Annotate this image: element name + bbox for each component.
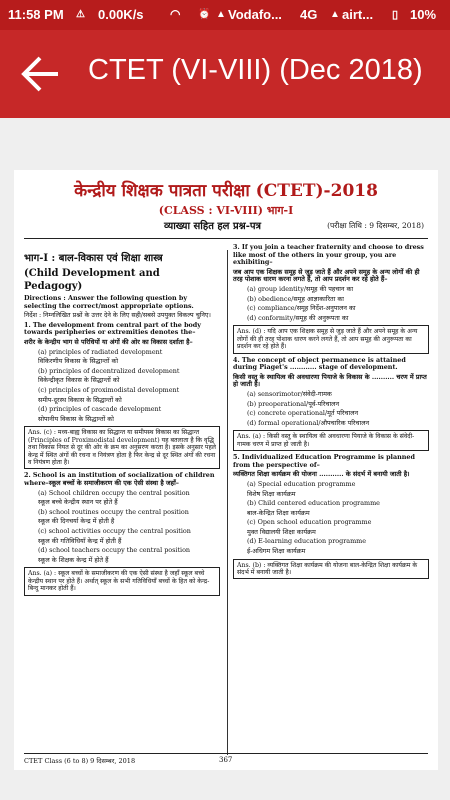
- signal-icon-2: ▲: [330, 9, 340, 20]
- arrow-left-icon: [18, 52, 62, 96]
- app-toolbar: [0, 30, 450, 118]
- q4-option: (d) formal operational/औपचारिक परिचालन: [247, 418, 370, 427]
- q5-option: (b) Child centered education programme: [247, 499, 380, 508]
- answer-3: Ans. (d) : यदि आप एक शिक्षक समूह से जुड़ जाते हैं और अपने समूह के अन्य लोगों की ही तरह पोशाक धारण करने लगते हैं, तो आप समूह की अनुरूपता का प्रदर्शन कर रहे होते हैं।: [233, 325, 429, 353]
- pdf-page[interactable]: [14, 170, 438, 770]
- q1-option: (a) principles of radiated development: [38, 347, 163, 356]
- q1-option: (c) principles of proximodistal development: [38, 385, 180, 394]
- header-rule: [24, 238, 428, 239]
- q1-option: विकेन्द्रीकृत विकास के सिद्धान्तों को: [38, 376, 120, 385]
- question-1: 1. The development from central part of the body towards peripheries or extremities denotes the–: [24, 320, 201, 337]
- status-speed: 0.00K/s: [98, 7, 144, 22]
- q4-option: (b) preoperational/पूर्व-परिचालन: [247, 399, 340, 408]
- question-3: 3. If you join a teacher fraternity and choose to dress like most of the others in your group, you are exhibiting–: [233, 243, 424, 267]
- section-heading-en: (Child Development and Pedagogy): [24, 268, 160, 292]
- q2-option: स्कूल के शिक्षक केन्द्र में होते हैं: [38, 555, 109, 564]
- directions: Directions : Answer the following question by selecting the correct/most appropriate options.: [24, 294, 194, 310]
- footer-left: CTET Class (6 to 8) 9 दिसम्बर, 2018: [24, 757, 136, 765]
- question-2: 2. School is an institution of socialization of children where–स्कूल बच्चों के समाजीकरण की एक ऐसी संस्था है जहाँ–: [24, 471, 215, 487]
- q2-option: (c) school activities occupy the central position: [38, 526, 191, 535]
- question-4-hindi: किसी वस्तु के स्थायित्व की अवधारणा पियाजे के विकास के .......... चरण में प्राप्त हो जाती है।: [233, 372, 427, 389]
- question-1-hindi: शरीर के केन्द्रीय भाग से परिधियों या अंगों की ओर का विकास दर्शाता है–: [24, 337, 193, 346]
- status-carrier-2: airt...: [342, 7, 374, 22]
- footer-rule: [24, 753, 428, 754]
- q3-option: (b) obedience/समूह आज्ञाकारिता का: [247, 294, 344, 303]
- q5-option: (d) E-learning education programme: [247, 537, 366, 546]
- page-number: 367: [219, 756, 233, 764]
- document-title: केन्द्रीय शिक्षक पात्रता परीक्षा (CTET)-2018: [74, 181, 378, 201]
- status-bar: [0, 0, 450, 30]
- signal-icon: ▲: [216, 9, 226, 20]
- q1-option: (d) principles of cascade development: [38, 405, 162, 414]
- status-time: 11:58 PM: [8, 7, 64, 22]
- q3-option: (c) compliance/समूह निर्देश-अनुपालन का: [247, 304, 356, 313]
- q2-option: (b) school routines occupy the central position: [38, 507, 189, 516]
- question-5-hindi: व्यक्तिगत शिक्षा कार्यक्रम की योजना ........... के संदर्भ में बनायी जाती है।: [233, 470, 410, 479]
- status-network: 4G: [300, 7, 318, 22]
- right-column: [233, 244, 429, 582]
- q1-option: सोपानीय विकास के सिद्धान्तों को: [38, 414, 114, 423]
- battery-icon: ▯: [392, 9, 399, 21]
- q5-option: (a) Special education programme: [247, 479, 356, 488]
- exam-date: (परीक्षा तिथि : 9 दिसम्बर, 2018): [327, 221, 424, 230]
- back-button[interactable]: [18, 52, 62, 96]
- section-heading: भाग-I : बाल-विकास एवं शिक्षा शास्त्र: [24, 253, 163, 264]
- q4-option: (a) sensorimotor/संवेदी-गामक: [247, 389, 332, 398]
- q5-option: बाल-केन्द्रित शिक्षा कार्यक्रम: [247, 508, 310, 517]
- q2-option: स्कूल की गतिविधियाँ केन्द्र में होती हैं: [38, 536, 122, 545]
- q1-option: विकिरणीय विकास के सिद्धान्तों को: [38, 357, 119, 366]
- left-column: [24, 252, 220, 599]
- q1-option: (b) principles of decentralized development: [38, 366, 180, 375]
- q1-option: समीप-दूरस्थ विकास के सिद्धान्तों को: [38, 395, 122, 404]
- q5-option: मुक्त विद्यालयी शिक्षा कार्यक्रम: [247, 527, 316, 536]
- directions-hindi: निर्देश : निम्नलिखित प्रश्नों के उत्तर देने के लिए सही/सबसे उपयुक्त विकल्प चुनिए।: [24, 311, 211, 320]
- q4-option: (c) concrete operational/मूर्त परिचालन: [247, 409, 359, 418]
- q5-option: ई-अधिगम शिक्षा कार्यक्रम: [247, 547, 306, 556]
- answer-5: Ans. (b) : व्यक्तिगत शिक्षा कार्यक्रम की योजना बाल-केन्द्रित शिक्षा कार्यक्रम के संदर्भ में बनायी जाती है।: [233, 559, 429, 580]
- notification-icon: ⚠: [76, 9, 85, 20]
- q2-option: (a) School children occupy the central position: [38, 488, 190, 497]
- answer-2: Ans. (a) : स्कूल बच्चों के समाजीकरण की एक ऐसी संस्था है जहाँ स्कूल बच्चे केन्द्रीय स्थान पर होते हैं। अर्थात् स्कूल के सभी गतिविधियाँ बच्चों के हित को केन्द्र-बिन्दु मानकर होती हैं।: [24, 567, 220, 595]
- alarm-icon: ⏰: [198, 9, 211, 20]
- question-3-hindi: जब आप एक शिक्षक समूह से जुड़ जाते हैं और अपने समूह के अन्य लोगों की ही तरह पोशाक धारण करना लगते हैं, तो आप प्रदर्शन कर रहे होते हैं–: [233, 267, 420, 284]
- answer-1: Ans. (c) : मध्य-बाह्य विकास का सिद्धान्त या समीपस्थ विकास का सिद्धान्त (Principles of Proximodistal development) यह बतलाता है कि वृद्धि तथा विकास नियत से दूर की ओर के क्रम का अनुसरण करता है। इसके अनुसार पहले केन्द्र में स्थित अंगों की रचना व नियंत्रण होता है फिर केन्द्र से दूर स्थित अंगों की रचना व नियंत्रण होता है।: [24, 426, 220, 469]
- status-carrier-1: Vodafo...: [228, 7, 282, 22]
- wifi-icon: ◠: [170, 7, 181, 21]
- pdf-viewer[interactable]: [0, 118, 450, 800]
- q5-option: विशेष शिक्षा कार्यक्रम: [247, 489, 296, 498]
- question-4: 4. The concept of object permanence is attained during Piaget's ............ stage of development.: [233, 355, 406, 372]
- status-battery: 10%: [410, 7, 437, 22]
- q3-option: (a) group identity/समूह की पहचान का: [247, 284, 354, 293]
- class-line: (CLASS : VI-VIII) भाग-I: [158, 204, 294, 217]
- document-subtitle: व्याख्या सहित हल प्रश्न-पत्र: [164, 221, 262, 232]
- column-divider: [227, 250, 228, 755]
- q2-option: स्कूल बच्चे केन्द्रीय स्थान पर होते हैं: [38, 498, 118, 507]
- q2-option: (d) school teachers occupy the central position: [38, 546, 191, 555]
- answer-4: Ans. (a) : किसी वस्तु के स्थायित्व की अवधारणा पियाजे के विकास के संवेदी-गामक चरण में प्राप्त हो जाती है।: [233, 430, 429, 451]
- page-title: CTET (VI-VIII) (Dec 2018): [88, 54, 423, 86]
- q3-option: (d) conformity/समूह की अनुरूपता का: [247, 313, 349, 322]
- q5-option: (c) Open school education programme: [247, 518, 372, 527]
- q2-option: स्कूल की दिनचर्या केन्द्र में होती है: [38, 517, 115, 526]
- question-5: 5. Individualized Education Programme is planned from the perspective of–: [233, 453, 415, 469]
